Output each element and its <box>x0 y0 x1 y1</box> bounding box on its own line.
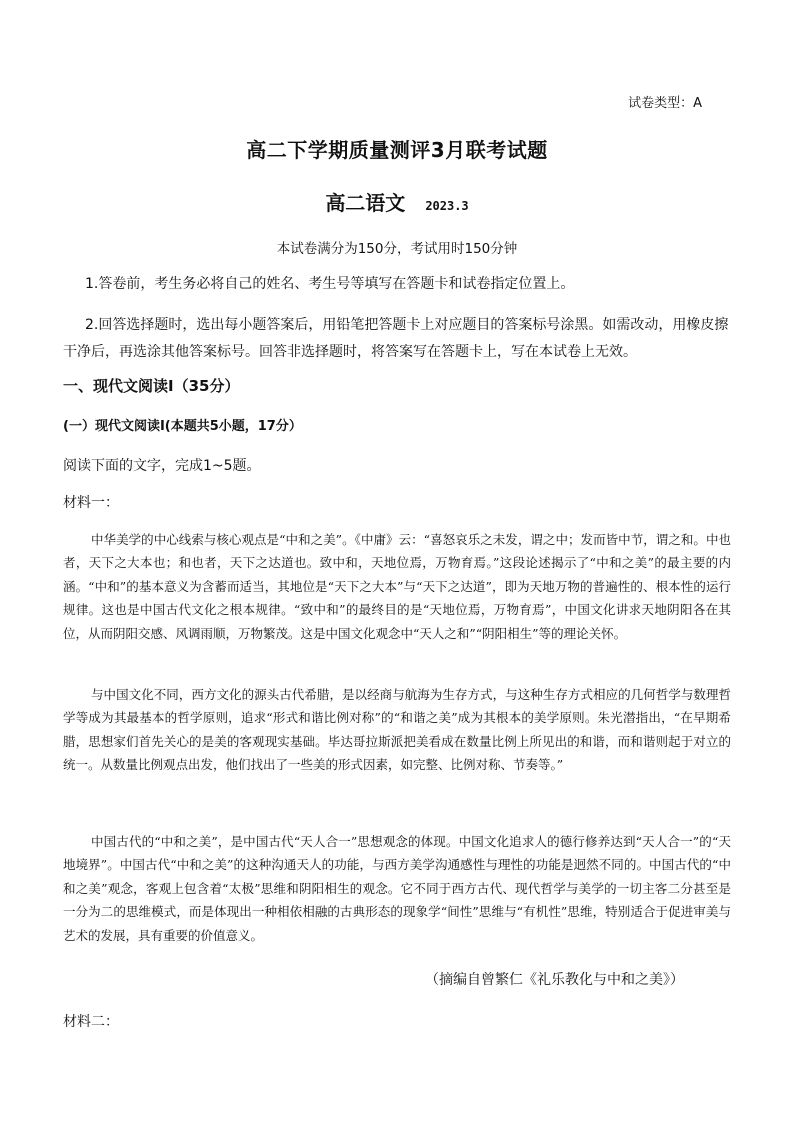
passage-paragraph: 中国古代的“中和之美”，是中国古代“天人合一”思想观念的体现。中国文化追求人的德行修养达到“天人合一”的“天地境界”。中国古代“中和之美”的这种沟通天人的功能，与西方美学沟通感性与理性的功能是迥然不同的。中国古代的“中和之美”观念，客观上包含着“太极”思维和阴阳相生的观念。它不同于西方古代、现代哲学与美学的一切主客二分甚至是一分为二的思维模式，而是体现出一种相依相融的古典形态的现象学“间性”思维与“有机性”思维，特别适合于促进审美与艺术的发展，具有重要的价值意义。 <box>63 834 731 943</box>
instruction-item: 1.答卷前，考生务必将自己的姓名、考生号等填写在答题卡和试卷指定位置上。 <box>85 276 575 292</box>
material-label: 材料一： <box>63 495 119 511</box>
reading-instruction: 阅读下面的文字，完成1~5题。 <box>63 458 261 474</box>
exam-info: 本试卷满分为150分，考试用时150分钟 <box>276 241 518 257</box>
subject-line <box>0 187 794 216</box>
exam-title: 高二下学期质量测评3月联考试题 <box>246 138 548 162</box>
instruction-item: 2.回答选择题时，选出每小题答案后，用铅笔把答题卡上对应题目的答案标号涂黑。如需改动，用橡皮擦干净后，再选涂其他答案标号。回答非选择题时，将答案写在答题卡上，写在本试卷上无效。 <box>63 317 729 360</box>
passage-paragraph: 与中国文化不同，西方文化的源头古代希腊，是以经商与航海为生存方式，与这种生存方式相应的几何哲学与数理哲学等成为其最基本的哲学原则，追求“形式和谐比例对称”的“和谐之美”成为其根本的美学原则。朱光潜指出，“在早期希腊，思想家们首先关心的是美的客观现实基础。毕达哥拉斯派把美看成在数量比例上所见出的和谐，而和谐则起于对立的统一。从数量比例观点出发，他们找出了一些美的形式因素，如完整、比例对称、节奏等。” <box>63 687 731 773</box>
material-label: 材料二： <box>63 1014 119 1030</box>
subject-title: 高二语文 <box>325 191 406 215</box>
section-title: 一、现代文阅读Ⅰ（35分） <box>63 377 240 395</box>
passage-paragraph: 中华美学的中心线索与核心观点是“中和之美”。《中庸》云：“喜怒哀乐之未发，谓之中；发而皆中节，谓之和。中也者，天下之大本也；和也者，天下之达道也。致中和，天地位焉，万物育焉。”这段论述揭示了“中和之美”的最主要的内涵。“中和”的基本意义为含蓄而适当，其地位是“天下之大本”与“天下之达道”，即为天地万物的普遍性的、根本性的运行规律。这也是中国古代文化之根本规律。“致中和”的最终目的是“天地位焉，万物育焉”，中国文化讲求天地阴阳各在其位，从而阴阳交感、风调雨顺，万物繁茂。这是中国文化观念中“天人之和”“阴阳相生”等的理论关怀。 <box>63 532 731 641</box>
exam-date: 2023.3 <box>425 199 469 213</box>
passage-source: （摘编自曾繁仁《礼乐教化与中和之美》） <box>425 972 684 988</box>
paper-type: 试卷类型：A <box>628 96 702 111</box>
subsection-title: (一）现代文阅读Ⅰ(本题共5小题，17分） <box>63 419 302 434</box>
